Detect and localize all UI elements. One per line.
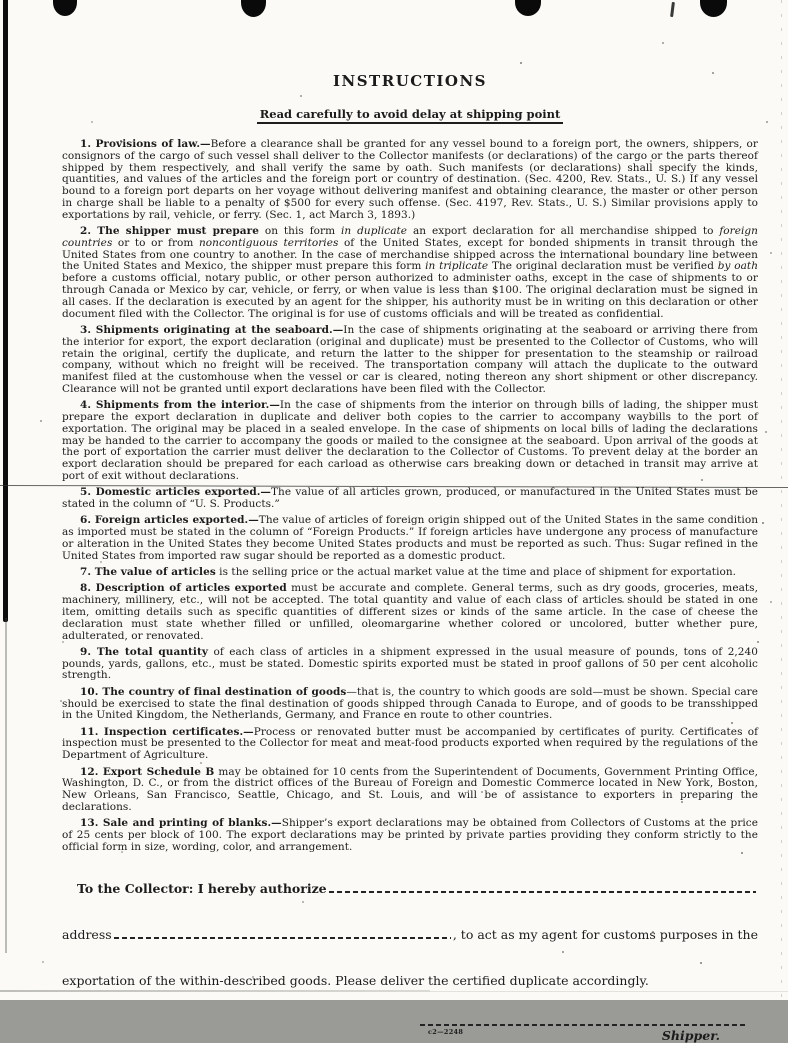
scan-edge-bar-tail	[5, 618, 7, 953]
page-right-edge	[781, 0, 782, 1000]
instruction-paragraph-3: 3. Shipments originating at the seaboard.—In the case of shipments originating at the seaboard or arriving there from the interior for export, the export declaration (original and duplicate) must be presented to the Collector of Customs, who will retain the original, certify the duplicate, and return the latter to the shipper for presentation to the steamship or railroad company, without which no freight will be received. The transportation company will attach the duplicate to the outward manifest filed at the customhouse when the vessel or car is cleared, noting thereon any short shipment or other discrepancy. Clearance will not be granted until export declarations have been filed with the Collector.	[62, 323, 758, 395]
instruction-paragraph-12: 12. Export Schedule B may be obtained for 10 cents from the Superintendent of Documents, Government Printing Office, Washington, D. C., or from the district offices of the Bureau of Foreign and Domestic Commerce located in New York, Boston, New Orleans, San Francisco, Seattle, Chicago, and St. Louis, and will be of assistance to exporters in preparing the declarations.	[62, 765, 758, 813]
page-title: INSTRUCTIONS	[333, 72, 487, 90]
agent-name-blank-line	[329, 891, 756, 893]
instructions-list	[62, 139, 758, 854]
signature-block	[420, 1024, 748, 1043]
instruction-paragraph-2: 2. The shipper must prepare on this form in duplicate an export declaration for all merchandise shipped to foreign countries or to or from noncontiguous territories of the United States, except for bonded shipments in transit through the United States from one country to another. In the case of merchandise shipped across the international boundary line between the United States and Mexico, the shipper must prepare this form in triplicate The original declaration must be verified by oath before a customs official, notary public, or other person authorized to administer oaths, except in the case of shipments to or through Canada or Mexico by car, vehicle, or ferry, or when value is less than $100. The original declaration must be signed in all cases. If the declaration is executed by an agent for the shipper, his authority must be in writing on this declaration or other document filed with the Collector. The original is for use of customs officials and will be treated as confidential.	[62, 225, 759, 320]
instruction-paragraph-8: 8. Description of articles exported must be accurate and complete. General terms, such as dry goods, groceries, meats, machinery, millinery, etc., will not be accepted. The total quantity and value of each class of articles should be stated in one item, omitting details such as specific quantities of different sizes or kinds of the same article. In the case of cheese the declaration must state whether filled or unfilled, oleomargarine whether colored or uncolored, butter whether pure, adulterated, or renovated.	[62, 582, 758, 642]
instruction-paragraph-13: 13. Sale and printing of blanks.—Shipper’s export declarations may be obtained from Collectors of Customs at the price of 25 cents per block of 100. The export declarations may be printed by private parties providing they conform strictly to the official form in size, wording, color, and arrangement.	[62, 817, 758, 853]
document-content	[62, 0, 758, 1043]
scan-edge-bar	[3, 0, 8, 622]
collector-authorize-label: To the Collector: I hereby authorize	[77, 880, 327, 896]
address-suffix-text: , to act as my agent for customs purposes in the	[452, 926, 758, 942]
instruction-paragraph-6: 6. Foreign articles exported.—The value of articles of foreign origin shipped out of the United States in the same condition as imported must be stated in the column of “Foreign Products.” If foreign articles have undergone any process of manufacture or alteration in the United States they become United States products and must be reported as such. Thus: Sugar refined in the United States from imported raw sugar should be reported as a domestic product.	[62, 514, 759, 562]
address-label: address	[62, 926, 112, 942]
address-blank-line	[114, 937, 451, 939]
page-subtitle: Read carefully to avoid delay at shipping point	[257, 107, 564, 124]
instruction-paragraph-7: 7. The value of articles is the selling price or the actual market value at the time and place of shipment for exportation.	[80, 566, 737, 579]
form-print-code: c2—2248	[428, 1027, 464, 1036]
instruction-paragraph-4: 4. Shipments from the interior.—In the case of shipments from the interior on through bills of lading, the shipper must prepare the export declaration in duplicate and deliver both copies to the carrier to accompany waybills to the port of exportation. The original may be placed in a sealed envelope. In the case of shipments on local bills of lading the declarations may be handed to the carrier to accompany the goods or mailed to the consignee at the seaboard. Upon arrival of the goods at the port of exportation the carrier must deliver the declaration to the Collector of Customs. To prevent delay at the border an export declaration should be prepared for each carload as otherwise cars breaking down or detached in transit may arrive at port of exit without declarations.	[62, 399, 758, 483]
instruction-paragraph-9: 9. The total quantity of each class of articles in a shipment expressed in the usual measure of pounds, tons of 2,240 pounds, yards, gallons, etc., must be stated. Domestic spirits exported must be stated in proof gallons of 50 per cent alcoholic strength.	[62, 645, 759, 682]
instruction-paragraph-11: 11. Inspection certificates.—Process or renovated butter must be accompanied by certificates of purity. Certificates of inspection must be presented to the Collector for meat and meat-food products exported when required by the regulations of the Department of Agriculture.	[62, 725, 759, 762]
signature-blank-line	[420, 1024, 748, 1026]
closing-line-text: exportation of the within-described goods. Please deliver the certified duplicate accordingly.	[62, 972, 649, 988]
scan-noise-specks	[0, 0, 2, 2]
instruction-paragraph-5: 5. Domestic articles exported.—The value of all articles grown, produced, or manufactured in the United States must be stated in the column of “U. S. Products.”	[62, 486, 759, 511]
shipper-caption: Shipper.	[661, 1027, 720, 1043]
instruction-paragraph-1: 1. Provisions of law.—Before a clearance shall be granted for any vessel bound to a foreign port, the owners, shippers, or consignors of the cargo of such vessel shall deliver to the Collector manifests (or declarations) of the cargo or the parts thereof shipped by them respectively, and shall verify the same by oath. Such manifests (or declarations) shall specify the kinds, quantities, and values of the articles and the foreign port or country of destination. (Sec. 4200, Rev. Stats., U. S.) If any vessel bound to a foreign port departs on her voyage without delivering manifest and obtaining clearance, the master or other person in charge shall be liable to a penalty of $500 for every such offense. (Sec. 4197, Rev. Stats., U. S.) Similar provisions apply to exportations by rail, vehicle, or ferry. (Sec. 1, act March 3, 1893.)	[62, 138, 758, 221]
instruction-paragraph-10: 10. The country of final destination of goods—that is, the country to which goods are sold—must be shown. Special care should be exercised to state the final destination of goods shipped through Canada to Europe, and of goods to be transshipped in the United Kingdom, the Netherlands, Germany, and France en route to other countries.	[62, 685, 758, 722]
authorization-section	[62, 881, 758, 988]
